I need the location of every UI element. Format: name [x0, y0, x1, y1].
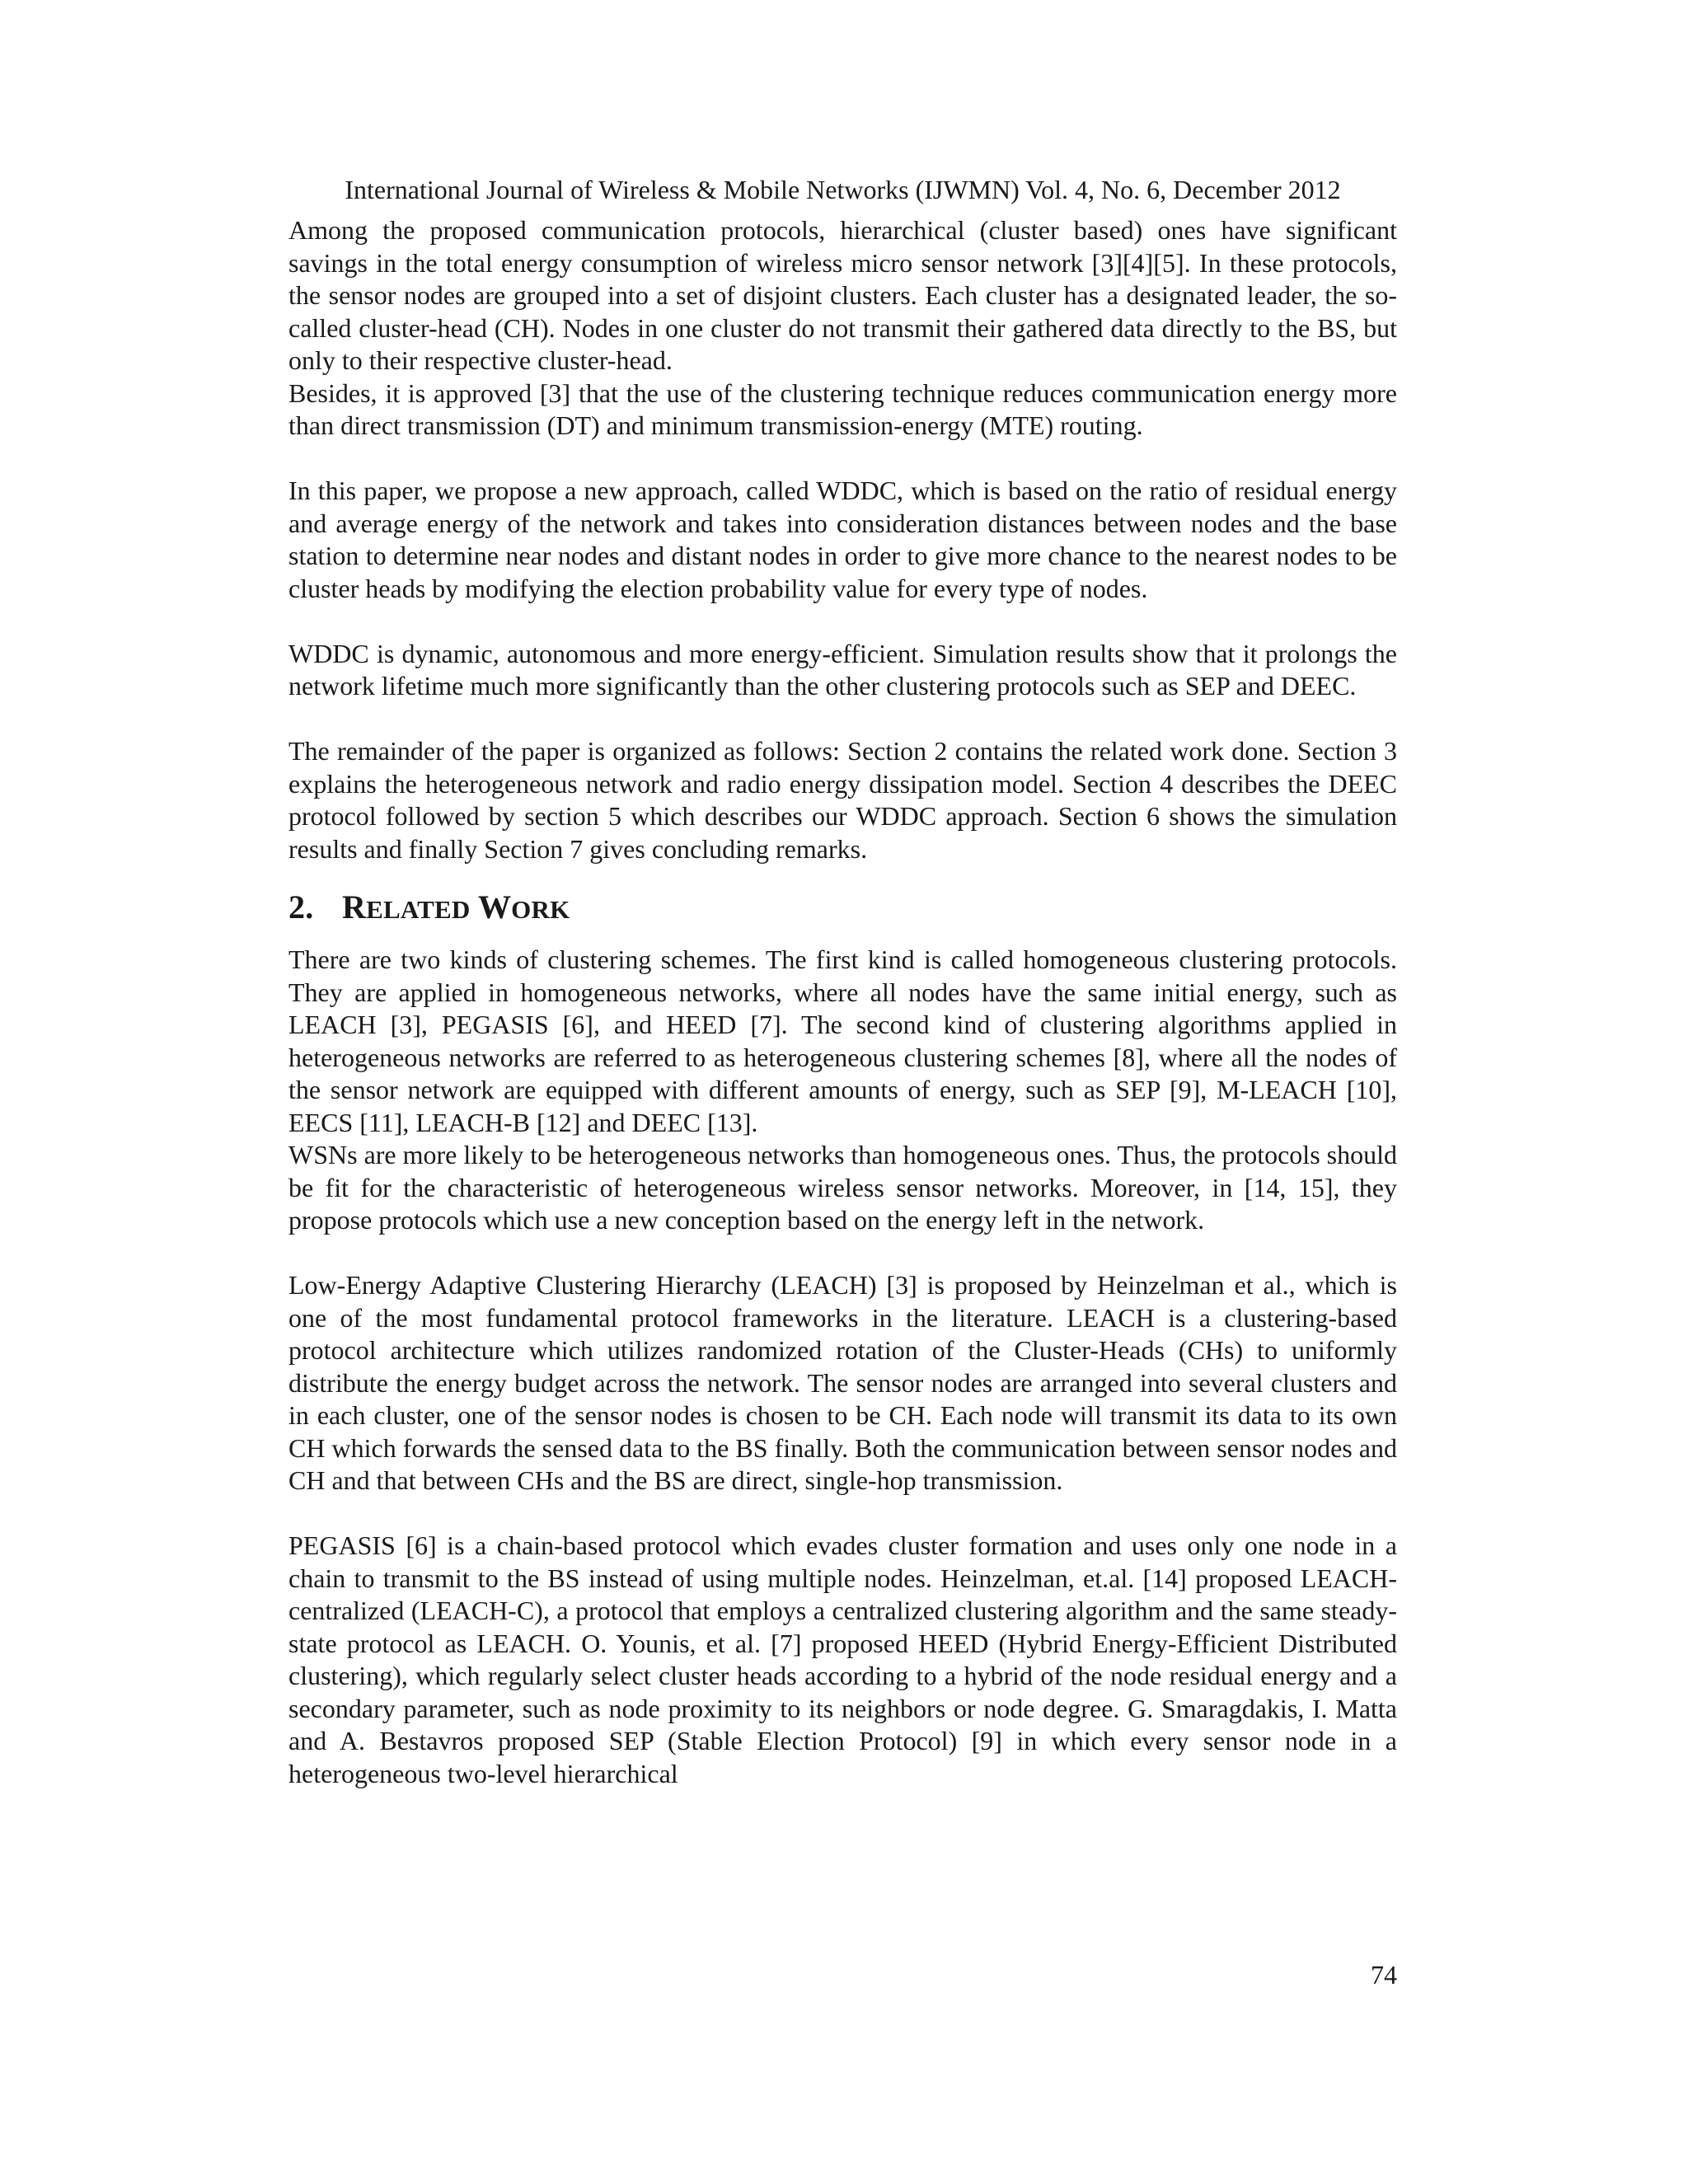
running-header: International Journal of Wireless & Mobile Networks (IJWMN) Vol. 4, No. 6, December 2012 — [345, 175, 1341, 204]
related-work-paragraph-4: PEGASIS [6] is a chain-based protocol which evades cluster formation and uses only one node in a chain to transmit to the BS instead of using multiple nodes. Heinzelman, et.al. [14] proposed LEACH-centralized (LEACH-C), a protocol that employs a centralized clustering algorithm and the same steady-state protocol as LEACH. O. Younis, et al. [7] proposed HEED (Hybrid Energy-Efficient Distributed clustering), which regularly select cluster heads according to a hybrid of the node residual energy and a secondary parameter, such as node proximity to its neighbors or node degree. G. Smaragdakis, I. Matta and A. Bestavros proposed SEP (Stable Election Protocol) [9] in which every sensor node in a heterogeneous two-level hierarchical — [288, 1530, 1397, 1788]
section-title-initial-r: R — [342, 888, 367, 926]
intro-paragraph-3: In this paper, we propose a new approach, called WDDC, which is based on the ratio of residual energy and average energy of the network and takes into consideration distances between nodes and the base station to determine near nodes and distant nodes in order to give more chance to the nearest nodes to be cluster heads by modifying the election probability value for every type of nodes. — [288, 476, 1397, 603]
section-title-rest-ork: ORK — [511, 895, 570, 924]
intro-paragraph-2: Besides, it is approved [3] that the use of the clustering technique reduces communication energy more than direct transmission (DT) and minimum transmission-energy (MTE) routing. — [288, 377, 1397, 440]
section-heading-related-work — [288, 887, 1397, 930]
section-title-initial-w: W — [477, 888, 512, 926]
body-text — [288, 214, 1397, 1790]
intro-paragraph-1: Among the proposed communication protocols, hierarchical (cluster based) ones have significant savings in the total energy consumption of wireless micro sensor network [3][4][5]. In these protocols, the sensor nodes are grouped into a set of disjoint clusters. Each cluster has a designated leader, the so-called cluster-head (CH). Nodes in one cluster do not transmit their gathered data directly to the BS, but only to their respective cluster-head. — [288, 215, 1397, 375]
intro-paragraph-5: The remainder of the paper is organized as follows: Section 2 contains the related work done. Section 3 explains the heterogeneous network and radio energy dissipation model. Section 4 describes the DEEC protocol followed by section 5 which describes our WDDC approach. Section 6 shows the simulation results and finally Section 7 gives concluding remarks. — [288, 736, 1397, 864]
related-work-paragraph-1: There are two kinds of clustering schemes. The first kind is called homogeneous clustering protocols. They are applied in homogeneous networks, where all nodes have the same initial energy, such as LEACH [3], PEGASIS [6], and HEED [7]. The second kind of clustering algorithms applied in heterogeneous networks are referred to as heterogeneous clustering schemes [8], where all the nodes of the sensor network are equipped with different amounts of energy, such as SEP [9], M-LEACH [10], EECS [11], LEACH-B [12] and DEEC [13]. — [288, 944, 1397, 1137]
related-work-paragraph-3: Low-Energy Adaptive Clustering Hierarchy (LEACH) [3] is proposed by Heinzelman et al., which is one of the most fundamental protocol frameworks in the literature. LEACH is a clustering-based protocol architecture which utilizes randomized rotation of the Cluster-Heads (CHs) to uniformly distribute the energy budget across the network. The sensor nodes are arranged into several clusters and in each cluster, one of the sensor nodes is chosen to be CH. Each node will transmit its data to its own CH which forwards the sensed data to the BS finally. Both the communication between sensor nodes and CH and that between CHs and the BS are direct, single-hop transmission. — [288, 1270, 1397, 1495]
section-title-rest-elated: ELATED — [366, 895, 471, 924]
related-work-paragraph-2: WSNs are more likely to be heterogeneous networks than homogeneous ones. Thus, the protocols should be fit for the characteristic of heterogeneous wireless sensor networks. Moreover, in [14, 15], they propose protocols which use a new conception based on the energy left in the network. — [288, 1140, 1397, 1235]
section-number: 2. — [288, 888, 314, 926]
intro-paragraph-4: WDDC is dynamic, autonomous and more energy-efficient. Simulation results show that it prolongs the network lifetime much more significantly than the other clustering protocols such as SEP and DEEC. — [288, 638, 1397, 701]
page-number: 74 — [1371, 1960, 1397, 1990]
